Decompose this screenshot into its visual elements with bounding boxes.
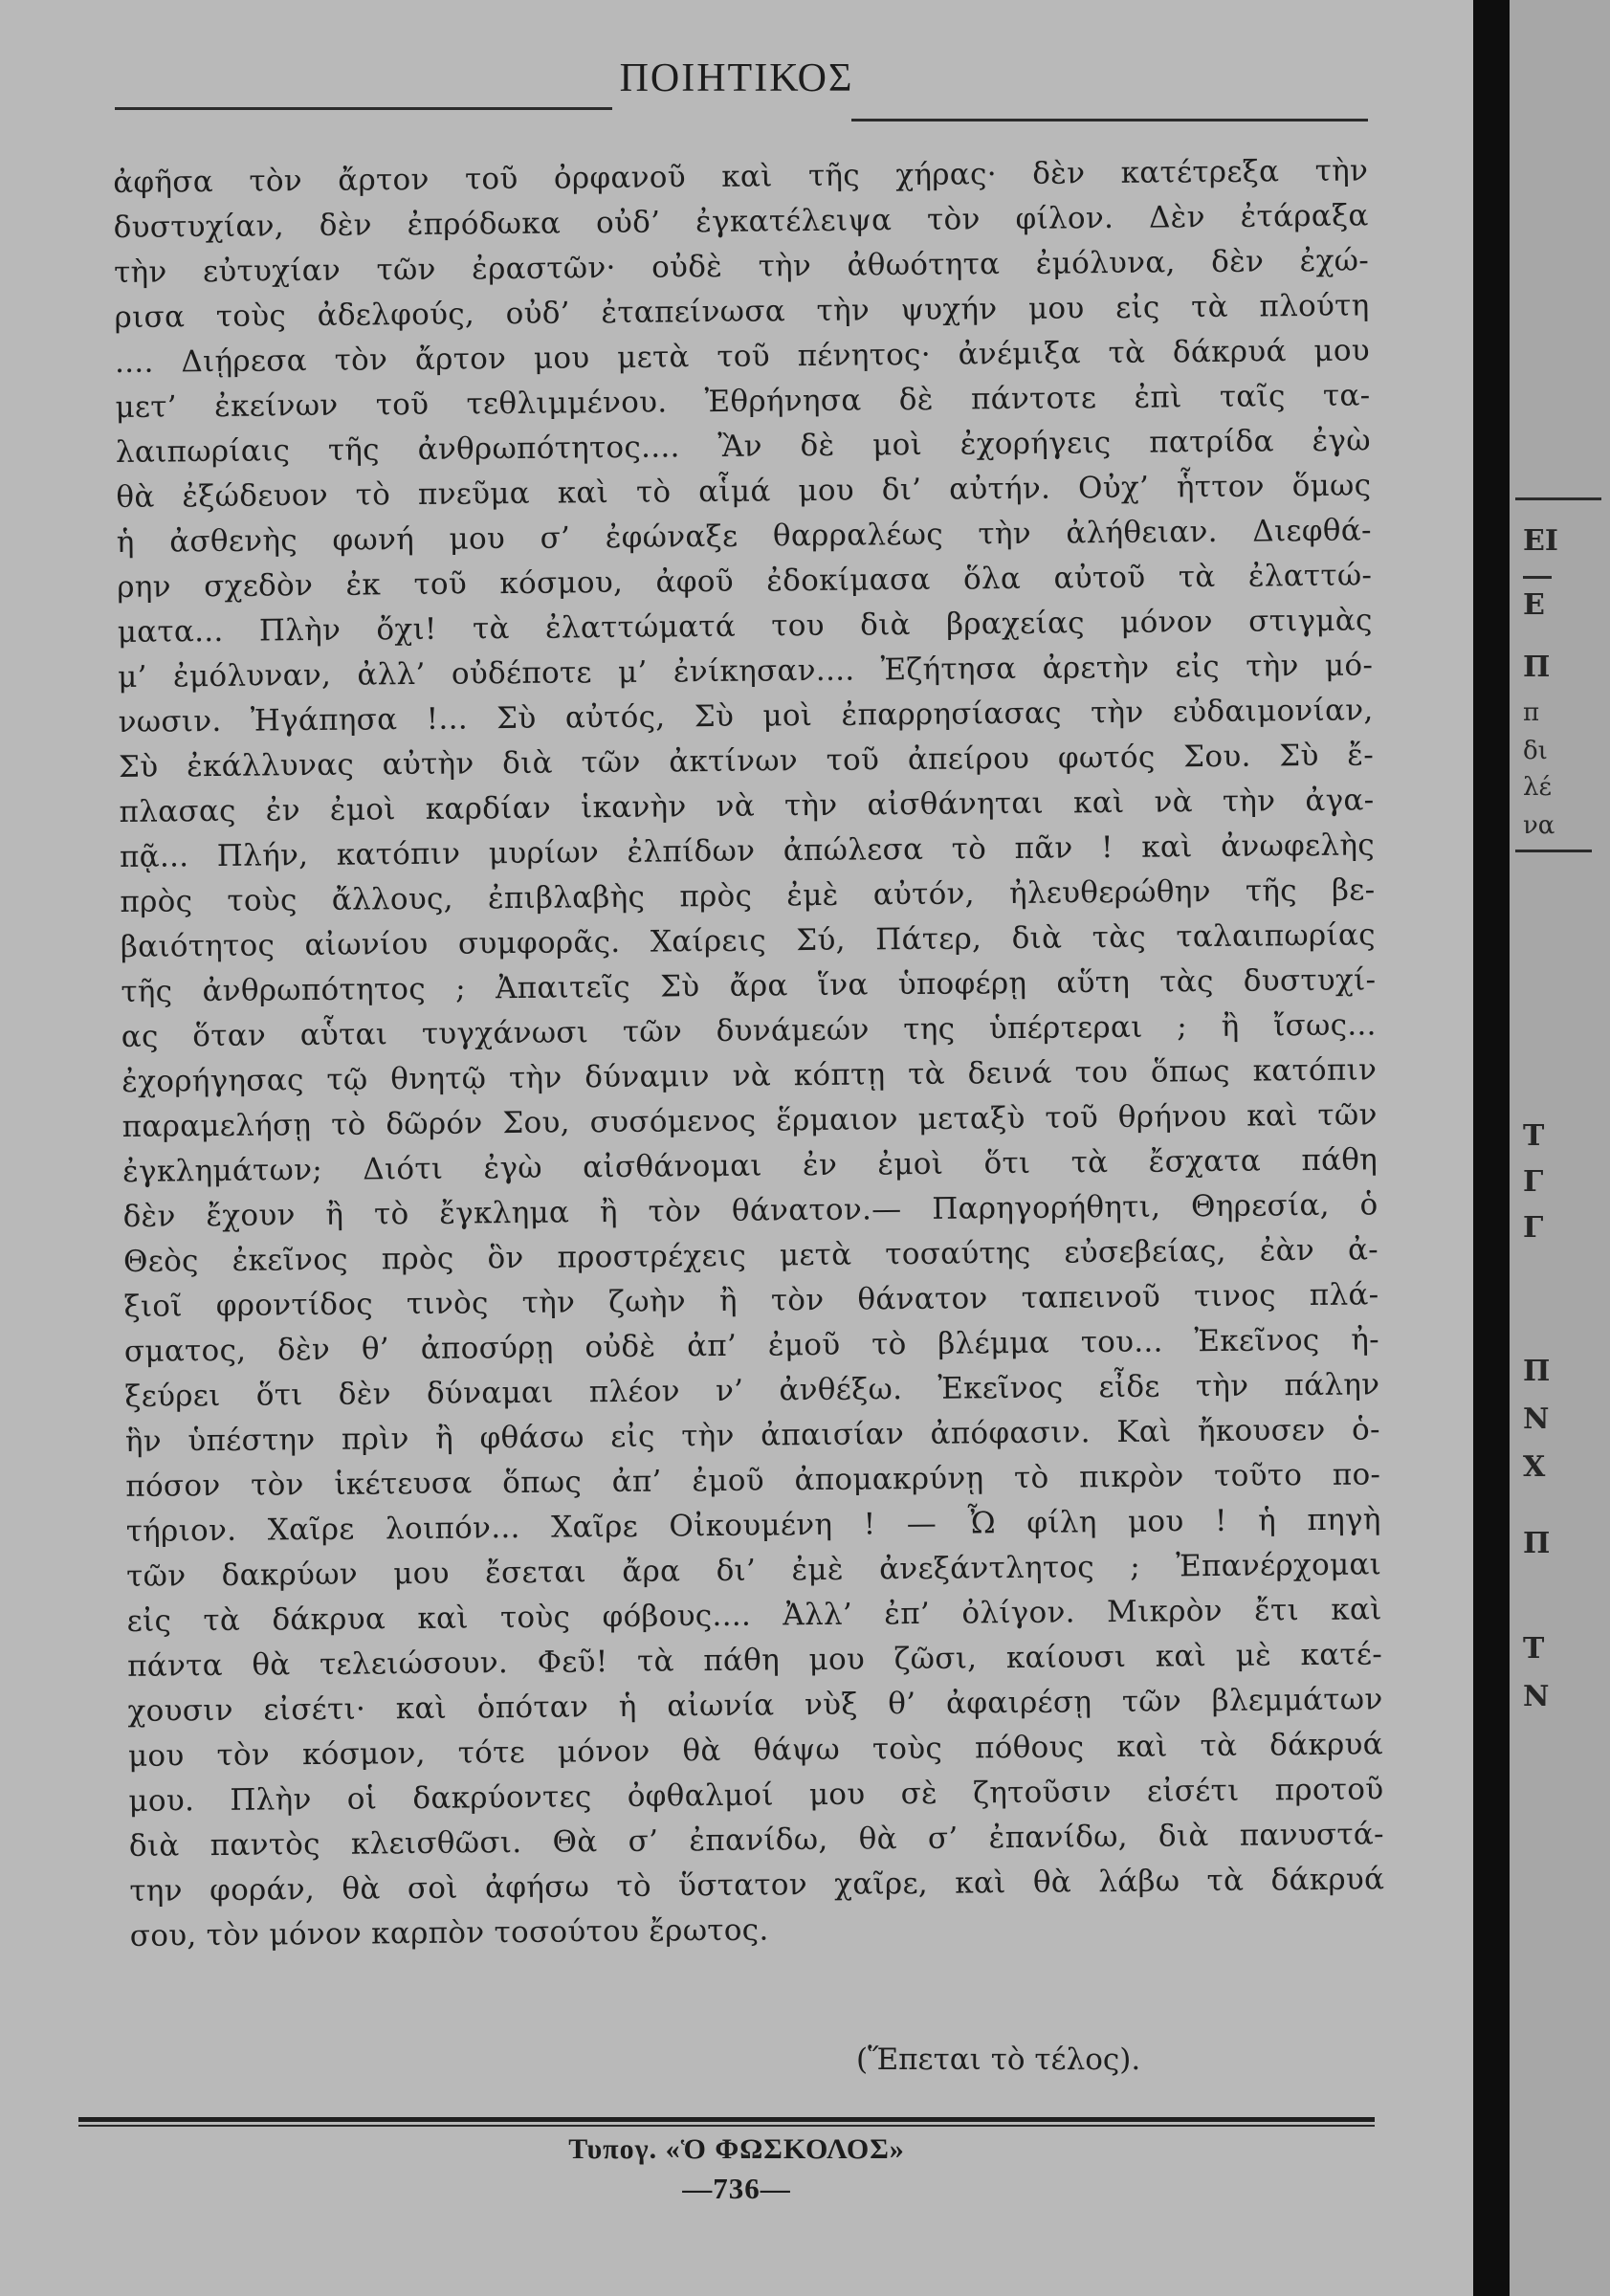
adjacent-page-fragment: Π [1523,651,1551,684]
text-line: παραμελήσῃ τὸ δῶρόν Σου, συσόμενος ἕρμαιον μεταξὺ τοῦ θρήνου καὶ τῶν [121,1097,1378,1144]
text-line: ἀφῆσα τὸν ἄρτον τοῦ ὀρφανοῦ καὶ τῆς χήρας· δὲν κατέτρεξα τὴν [113,153,1369,200]
text-line: ξεύρει ὅτι δὲν δύναμαι πλέον ν’ ἀνθέξω. Ἐκεῖνος εἶδε τὴν πάλην [124,1367,1380,1414]
adjacent-page-fragment: Τ [1523,1119,1545,1153]
text-line: ρισα τοὺς ἀδελφούς, οὐδ’ ἐταπείνωσα τὴν ψυχήν μου εἰς τὰ πλούτη [114,288,1370,335]
text-line: ἐγκλημάτων; Διότι ἐγὼ αἰσθάνομαι ἐν ἐμοὶ ὅτι τὰ ἔσχατα πάθη [121,1142,1378,1189]
adjacent-page-rule [1515,497,1601,500]
running-head: ΠΟΙΗΤΙΚΟΣ [619,56,854,100]
text-line: πάντα θὰ τελειώσουν. Φεῦ! τὰ πάθη μου ζῶσι, καίουσι καὶ μὲ κατέ- [126,1637,1383,1684]
text-line: εἰς τὰ δάκρυα καὶ τοὺς φόβους.... Ἀλλ’ ἐπ’ ὀλίγον. Μικρὸν ἔτι καὶ [126,1592,1382,1639]
adjacent-page-fragment: Χ [1523,1450,1546,1484]
text-line: πόσον τὸν ἱκέτευσα ὅπως ἀπ’ ἐμοῦ ἀπομακρύνῃ τὸ πικρὸν τοῦτο πο- [125,1457,1381,1504]
adjacent-page-fragment: να [1523,811,1555,840]
text-line: πρὸς τοὺς ἄλλους, ἐπιβλαβὴς πρὸς ἐμὲ αὐτόν, ἠλευθερώθην τῆς βε- [120,872,1376,919]
text-line: ματα... Πλὴν ὄχι! τὰ ἐλαττώματά του διὰ βραχείας μόνον στιγμὰς [117,603,1373,650]
text-line: την φοράν, θὰ σοὶ ἀφήσω τὸ ὕστατον χαῖρε, καὶ θὰ λάβω τὰ δάκρυά [129,1862,1385,1909]
text-line: λαιπωρίαις τῆς ἀνθρωπότητος.... Ἂν δὲ μοὶ ἐχορήγεις πατρίδα ἐγὼ [115,423,1372,470]
body-text [113,148,1385,1959]
footer-rule-thin [78,2125,1375,2127]
book-gutter [1473,0,1510,2296]
text-line: δὲν ἔχουν ἢ τὸ ἔγκλημα ἢ τὸν θάνατον.— Παρηγορήθητι, Θηρεσία, ὁ [122,1187,1378,1234]
text-line: ἣν ὑπέστην πρὶν ἢ φθάσω εἰς τὴν ἀπαισίαν ἀπόφασιν. Καὶ ἤκουσεν ὁ- [124,1412,1380,1459]
text-line: θὰ ἐξώδευον τὸ πνεῦμα καὶ τὸ αἷμά μου δι’ αὐτήν. Οὐχ’ ἧττον ὅμως [116,468,1372,515]
text-line: βαιότητος αἰωνίου συμφορᾶς. Χαίρεις Σύ, Πάτερ, διὰ τὰς ταλαιπωρίας [120,917,1377,964]
adjacent-page-fragment: Π [1523,1355,1551,1388]
text-line: πᾷ... Πλήν, κατόπιν μυρίων ἐλπίδων ἀπώλεσα τὸ πᾶν ! καὶ ἀνωφελὴς [119,828,1376,874]
text-line: ἡ ἀσθενὴς φωνή μου σ’ ἐφώναξε θαρραλέως τὴν ἀλήθειαν. Διεφθά- [116,513,1372,560]
adjacent-page-fragment: Γ [1523,1165,1544,1199]
text-line: νωσιν. Ἠγάπησα !... Σὺ αὐτός, Σὺ μοὶ ἐπαρρησίασας τὴν εὐδαιμονίαν, [118,693,1374,740]
adjacent-page-rule [1523,576,1552,579]
adjacent-page-fragment: Ε [1523,588,1545,622]
text-line: ξιοῖ φροντίδος τινὸς τὴν ζωὴν ἢ τὸν θάνατον ταπεινοῦ τινος πλά- [123,1277,1379,1324]
text-line: τὴν εὐτυχίαν τῶν ἐραστῶν· οὐδὲ τὴν ἀθωότητα ἐμόλυνα, δὲν ἐχώ- [113,243,1370,290]
to-be-continued-note: (Ἕπεται τὸ τέλος). [856,2042,1141,2077]
text-line: χουσιν εἰσέτι· καὶ ὁπόταν ἡ αἰωνία νὺξ θ’ ἀφαιρέσῃ τῶν βλεμμάτων [127,1682,1383,1729]
adjacent-page-fragment: π [1523,698,1540,727]
text-line: πλασας ἐν ἐμοὶ καρδίαν ἱκανὴν νὰ τὴν αἰσθάνηται καὶ νὰ τὴν ἀγα- [119,783,1375,829]
adjacent-page-fragment: Ν [1523,1402,1550,1436]
header-rule-right [851,119,1368,121]
adjacent-page-fragment: δι [1523,737,1548,765]
text-line: σματος, δὲν θ’ ἀποσύρῃ οὐδὲ ἀπ’ ἐμοῦ τὸ βλέμμα του... Ἐκεῖνος ἠ- [123,1322,1380,1369]
adjacent-page-edge [1510,0,1610,2296]
text-line: μου. Πλὴν οἱ δακρύοντες ὀφθαλμοί μου σὲ ζητοῦσιν εἰσέτι προτοῦ [128,1772,1384,1819]
text-line: ας ὅταν αὗται τυγχάνωσι τῶν δυνάμεών της ὑπέρτεραι ; ἢ ἴσως... [121,1007,1377,1054]
text-line-last: σου, τὸν μόνον καρπὸν τοσούτου ἔρωτος. [129,1912,769,1954]
text-line: Σὺ ἐκάλλυνας αὐτὴν διὰ τῶν ἀκτίνων τοῦ ἀπείρου φωτός Σου. Σὺ ἔ- [118,738,1375,784]
text-line: ἐχορήγησας τῷ θνητῷ τὴν δύναμιν νὰ κόπτῃ τὰ δεινά του ὅπως κατόπιν [121,1052,1378,1099]
text-line: διὰ παντὸς κλεισθῶσι. Θὰ σ’ ἐπανίδω, θὰ σ’ ἐπανίδω, διὰ πανυστά- [128,1817,1385,1864]
text-line: τῆς ἀνθρωπότητος ; Ἀπαιτεῖς Σὺ ἄρα ἵνα ὑποφέρῃ αὕτη τὰς δυστυχί- [121,962,1377,1009]
printer-imprint: Τυπογ. «Ὁ ΦΩΣΚΟΛΟΣ» [568,2133,905,2165]
adjacent-page-fragment: Γ [1523,1211,1544,1245]
text-line: τῶν δακρύων μου ἔσεται ἄρα δι’ ἐμὲ ἀνεξάντλητος ; Ἐπανέρχομαι [126,1547,1382,1594]
adjacent-page-fragment: λέ [1523,773,1552,802]
footer-rule-thick [78,2117,1375,2122]
text-line: Θεὸς ἐκεῖνος πρὸς ὃν προστρέχεις μετὰ τοσαύτης εὐσεβείας, ἐὰν ἀ- [122,1232,1379,1279]
adjacent-page-fragment: Π [1523,1527,1551,1560]
adjacent-page-fragment: Τ [1523,1632,1545,1666]
adjacent-page-rule [1515,850,1592,852]
adjacent-page-fragment: Ν [1523,1680,1550,1713]
text-line: μετ’ ἐκείνων τοῦ τεθλιμμένου. Ἐθρήνησα δὲ πάντοτε ἐπὶ ταῖς τα- [115,378,1371,425]
text-line: ρην σχεδὸν ἐκ τοῦ κόσμου, ἀφοῦ ἐδοκίμασα ὅλα αὐτοῦ τὰ ἐλαττώ- [117,558,1373,605]
adjacent-page-fragment: ΕΙ [1523,524,1558,558]
page-number: —736— [682,2172,791,2205]
text-line: μου τὸν κόσμον, τότε μόνον θὰ θάψω τοὺς πόθους καὶ τὰ δάκρυά [127,1727,1384,1774]
text-line: .... Διῄρεσα τὸν ἄρτον μου μετὰ τοῦ πένητος· ἀνέμιξα τὰ δάκρυά μου [114,333,1371,380]
text-line: τήριον. Χαῖρε λοιπόν... Χαῖρε Οἰκουμένη ! — Ὦ φίλη μου ! ἡ πηγὴ [125,1502,1381,1549]
text-line: μ’ ἐμόλυναν, ἀλλ’ οὐδέποτε μ’ ἐνίκησαν.... Ἐζήτησα ἀρετὴν εἰς τὴν μό- [118,648,1374,695]
text-line: δυστυχίαν, δὲν ἐπρόδωκα οὐδ’ ἐγκατέλειψα τὸν φίλον. Δὲν ἐτάραξα [113,198,1369,245]
header-rule-left [115,107,612,110]
